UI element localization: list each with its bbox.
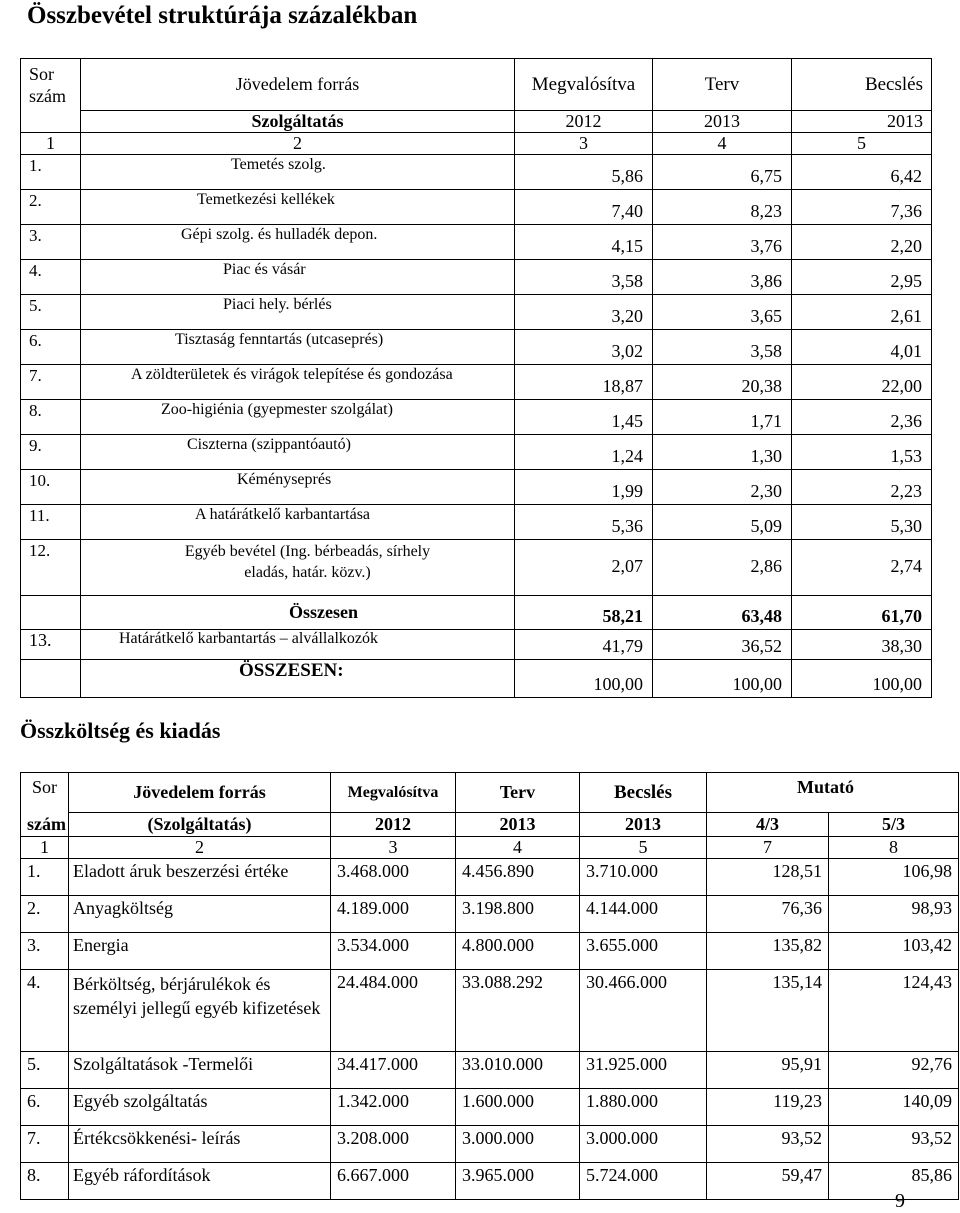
row-plan: 6,75 — [653, 155, 792, 190]
row-realized: 3,20 — [515, 295, 653, 330]
row-plan: 1,71 — [653, 400, 792, 435]
header-year-4: 2013 — [456, 813, 580, 837]
header-ratio-43: 4/3 — [707, 813, 829, 837]
row-name: Egyéb ráfordítások — [69, 1163, 331, 1200]
row-plan: 36,52 — [653, 630, 792, 660]
row-number: 13. — [21, 630, 81, 660]
row-realized: 34.417.000 — [331, 1052, 456, 1089]
row-ratio-53: 124,43 — [829, 970, 959, 1052]
section-title: Összköltség és kiadás — [20, 718, 221, 743]
header-subtitle: (Szolgáltatás) — [69, 813, 331, 837]
row-realized: 3,02 — [515, 330, 653, 365]
row-realized: 1,24 — [515, 435, 653, 470]
row-estimate: 3.710.000 — [580, 859, 707, 896]
col-number: 5 — [580, 837, 707, 859]
row-name: Temetkezési kellékek — [81, 190, 515, 225]
header-plan: Terv — [653, 59, 792, 111]
row-number: 6. — [21, 1089, 69, 1126]
row-number: 8. — [21, 400, 81, 435]
row-number: 4. — [21, 970, 69, 1052]
row-number: 7. — [21, 1126, 69, 1163]
row-estimate: 2,23 — [792, 470, 932, 505]
col-number: 2 — [69, 837, 331, 859]
row-name: Egyéb szolgáltatás — [69, 1089, 331, 1126]
col-number: 2 — [81, 133, 515, 155]
row-plan: 8,23 — [653, 190, 792, 225]
row-ratio-43: 59,47 — [707, 1163, 829, 1200]
header-sor-szam: Sor szám — [21, 59, 81, 133]
header-year-row — [21, 111, 932, 133]
table-row — [21, 505, 932, 540]
row-name: Egyéb bevétel (Ing. bérbeadás, sírhely eladás, határ. közv.) — [81, 540, 515, 596]
total-realized: 100,00 — [515, 660, 653, 698]
row-realized: 3,58 — [515, 260, 653, 295]
row-number: 10. — [21, 470, 81, 505]
table-row — [21, 400, 932, 435]
row-plan: 3,65 — [653, 295, 792, 330]
row-estimate: 2,95 — [792, 260, 932, 295]
row-plan: 2,86 — [653, 540, 792, 596]
row-ratio-53: 140,09 — [829, 1089, 959, 1126]
row-realized: 24.484.000 — [331, 970, 456, 1052]
subtotal-estimate: 61,70 — [792, 596, 932, 630]
header-realized: Megvalósítva — [331, 773, 456, 813]
subtotal-row — [21, 596, 932, 630]
row-plan: 4.800.000 — [456, 933, 580, 970]
header-year-row — [21, 813, 959, 837]
row-estimate: 3.000.000 — [580, 1126, 707, 1163]
row-estimate: 2,20 — [792, 225, 932, 260]
subtotal-plan: 63,48 — [653, 596, 792, 630]
row-estimate: 7,36 — [792, 190, 932, 225]
header-row — [21, 59, 932, 111]
row-realized: 41,79 — [515, 630, 653, 660]
row-realized: 1,99 — [515, 470, 653, 505]
revenue-structure-table — [20, 58, 932, 698]
col-number: 1 — [21, 133, 81, 155]
row-estimate: 4,01 — [792, 330, 932, 365]
row-name: Energia — [69, 933, 331, 970]
header-source: Jövedelem forrás — [69, 773, 331, 813]
row-number: 5. — [21, 295, 81, 330]
row-ratio-43: 128,51 — [707, 859, 829, 896]
row-ratio-53: 98,93 — [829, 896, 959, 933]
row-realized: 3.534.000 — [331, 933, 456, 970]
row-estimate: 4.144.000 — [580, 896, 707, 933]
col-number: 4 — [456, 837, 580, 859]
header-realized: Megvalósítva — [515, 59, 653, 111]
row-name: A zöldterületek és virágok telepítése és gondozása — [81, 365, 515, 400]
costs-table — [20, 772, 959, 1200]
row-estimate: 3.655.000 — [580, 933, 707, 970]
row-realized: 4,15 — [515, 225, 653, 260]
header-estimate: Becslés — [580, 773, 707, 813]
row-number: 5. — [21, 1052, 69, 1089]
row-ratio-43: 135,14 — [707, 970, 829, 1052]
row-plan: 1,30 — [653, 435, 792, 470]
total-row — [21, 660, 932, 698]
row-name: Bérköltség, bérjárulékok és személyi jellegű egyéb kifizetések — [69, 970, 331, 1052]
row-plan: 3.965.000 — [456, 1163, 580, 1200]
col-number: 3 — [331, 837, 456, 859]
row-ratio-43: 119,23 — [707, 1089, 829, 1126]
row-estimate: 2,36 — [792, 400, 932, 435]
header-year-3: 2012 — [331, 813, 456, 837]
col-number: 4 — [653, 133, 792, 155]
row-realized: 7,40 — [515, 190, 653, 225]
row-name: Tisztaság fenntartás (utcaseprés) — [81, 330, 515, 365]
row-realized: 3.468.000 — [331, 859, 456, 896]
row-ratio-53: 106,98 — [829, 859, 959, 896]
row-name: A határátkelő karbantartása — [81, 505, 515, 540]
table-row — [21, 630, 932, 660]
header-estimate: Becslés — [792, 59, 932, 111]
row-number: 4. — [21, 260, 81, 295]
row-realized: 5,36 — [515, 505, 653, 540]
page-number: 9 — [895, 1190, 905, 1212]
col-number: 1 — [21, 837, 69, 859]
col-number: 7 — [707, 837, 829, 859]
row-name: Piaci hely. bérlés — [81, 295, 515, 330]
table-row — [21, 1126, 959, 1163]
row-plan: 3,58 — [653, 330, 792, 365]
row-estimate: 2,74 — [792, 540, 932, 596]
row-plan: 33.010.000 — [456, 1052, 580, 1089]
row-number: 11. — [21, 505, 81, 540]
row-estimate: 5,30 — [792, 505, 932, 540]
row-name: Anyagköltség — [69, 896, 331, 933]
header-sor: Sor — [21, 773, 69, 813]
table-row — [21, 470, 932, 505]
header-year-5: 2013 — [792, 111, 932, 133]
row-name: Piac és vásár — [81, 260, 515, 295]
row-plan: 33.088.292 — [456, 970, 580, 1052]
row-realized: 5,86 — [515, 155, 653, 190]
row-realized: 18,87 — [515, 365, 653, 400]
row-plan: 2,30 — [653, 470, 792, 505]
row-number: 2. — [21, 896, 69, 933]
row-name: Ciszterna (szippantóautó) — [81, 435, 515, 470]
empty-cell — [21, 596, 81, 630]
row-ratio-43: 76,36 — [707, 896, 829, 933]
table-row — [21, 225, 932, 260]
row-estimate: 1,53 — [792, 435, 932, 470]
row-estimate: 31.925.000 — [580, 1052, 707, 1089]
row-estimate: 6,42 — [792, 155, 932, 190]
row-number: 7. — [21, 365, 81, 400]
subtotal-realized: 58,21 — [515, 596, 653, 630]
row-number: 1. — [21, 155, 81, 190]
row-name: Temetés szolg. — [81, 155, 515, 190]
header-year-5: 2013 — [580, 813, 707, 837]
table-row — [21, 933, 959, 970]
table-row — [21, 896, 959, 933]
row-name: Zoo-higiénia (gyepmester szolgálat) — [81, 400, 515, 435]
row-estimate: 30.466.000 — [580, 970, 707, 1052]
col-number: 3 — [515, 133, 653, 155]
row-number: 9. — [21, 435, 81, 470]
row-ratio-43: 93,52 — [707, 1126, 829, 1163]
row-number: 2. — [21, 190, 81, 225]
table-row — [21, 1163, 959, 1200]
row-ratio-53: 93,52 — [829, 1126, 959, 1163]
row-number: 6. — [21, 330, 81, 365]
row-plan: 3,76 — [653, 225, 792, 260]
page-title: Összbevétel struktúrája százalékban — [27, 2, 418, 29]
table-row — [21, 540, 932, 596]
row-name: Határátkelő karbantartás – alvállalkozók — [81, 630, 515, 660]
row-ratio-43: 95,91 — [707, 1052, 829, 1089]
header-row — [21, 773, 959, 813]
row-realized: 1,45 — [515, 400, 653, 435]
header-ratio-53: 5/3 — [829, 813, 959, 837]
header-number-row — [21, 837, 959, 859]
table-row — [21, 330, 932, 365]
row-plan: 4.456.890 — [456, 859, 580, 896]
row-ratio-53: 85,86 — [829, 1163, 959, 1200]
table-row — [21, 435, 932, 470]
row-number: 12. — [21, 540, 81, 596]
table-row — [21, 365, 932, 400]
row-estimate: 22,00 — [792, 365, 932, 400]
row-ratio-53: 92,76 — [829, 1052, 959, 1089]
table-row — [21, 859, 959, 896]
table-row — [21, 260, 932, 295]
header-plan: Terv — [456, 773, 580, 813]
row-realized: 3.208.000 — [331, 1126, 456, 1163]
row-ratio-53: 103,42 — [829, 933, 959, 970]
row-plan: 3,86 — [653, 260, 792, 295]
row-estimate: 5.724.000 — [580, 1163, 707, 1200]
empty-cell — [21, 660, 81, 698]
total-plan: 100,00 — [653, 660, 792, 698]
col-number: 8 — [829, 837, 959, 859]
row-ratio-43: 135,82 — [707, 933, 829, 970]
subtotal-label: Összesen — [81, 596, 515, 630]
row-plan: 1.600.000 — [456, 1089, 580, 1126]
row-number: 1. — [21, 859, 69, 896]
header-year-4: 2013 — [653, 111, 792, 133]
row-name: Eladott áruk beszerzési értéke — [69, 859, 331, 896]
table-row — [21, 1052, 959, 1089]
row-estimate: 38,30 — [792, 630, 932, 660]
row-number: 3. — [21, 225, 81, 260]
row-plan: 20,38 — [653, 365, 792, 400]
row-number: 3. — [21, 933, 69, 970]
row-realized: 1.342.000 — [331, 1089, 456, 1126]
table-row — [21, 1089, 959, 1126]
table-row — [21, 295, 932, 330]
row-name: Gépi szolg. és hulladék depon. — [81, 225, 515, 260]
table-row — [21, 970, 959, 1052]
table-row — [21, 190, 932, 225]
total-label: ÖSSZESEN: — [81, 660, 515, 698]
row-name: Kéményseprés — [81, 470, 515, 505]
row-plan: 3.198.800 — [456, 896, 580, 933]
row-name: Értékcsökkenési- leírás — [69, 1126, 331, 1163]
row-realized: 2,07 — [515, 540, 653, 596]
row-estimate: 1.880.000 — [580, 1089, 707, 1126]
row-plan: 5,09 — [653, 505, 792, 540]
row-name: Szolgáltatások -Termelői — [69, 1052, 331, 1089]
header-szam: szám — [21, 813, 69, 837]
row-realized: 6.667.000 — [331, 1163, 456, 1200]
col-number: 5 — [792, 133, 932, 155]
total-estimate: 100,00 — [792, 660, 932, 698]
table-row — [21, 155, 932, 190]
header-indicator: Mutató — [707, 773, 959, 813]
header-source: Jövedelem forrás — [81, 59, 515, 111]
row-realized: 4.189.000 — [331, 896, 456, 933]
header-year-3: 2012 — [515, 111, 653, 133]
header-subtitle: Szolgáltatás — [81, 111, 515, 133]
row-plan: 3.000.000 — [456, 1126, 580, 1163]
header-number-row — [21, 133, 932, 155]
row-number: 8. — [21, 1163, 69, 1200]
row-estimate: 2,61 — [792, 295, 932, 330]
